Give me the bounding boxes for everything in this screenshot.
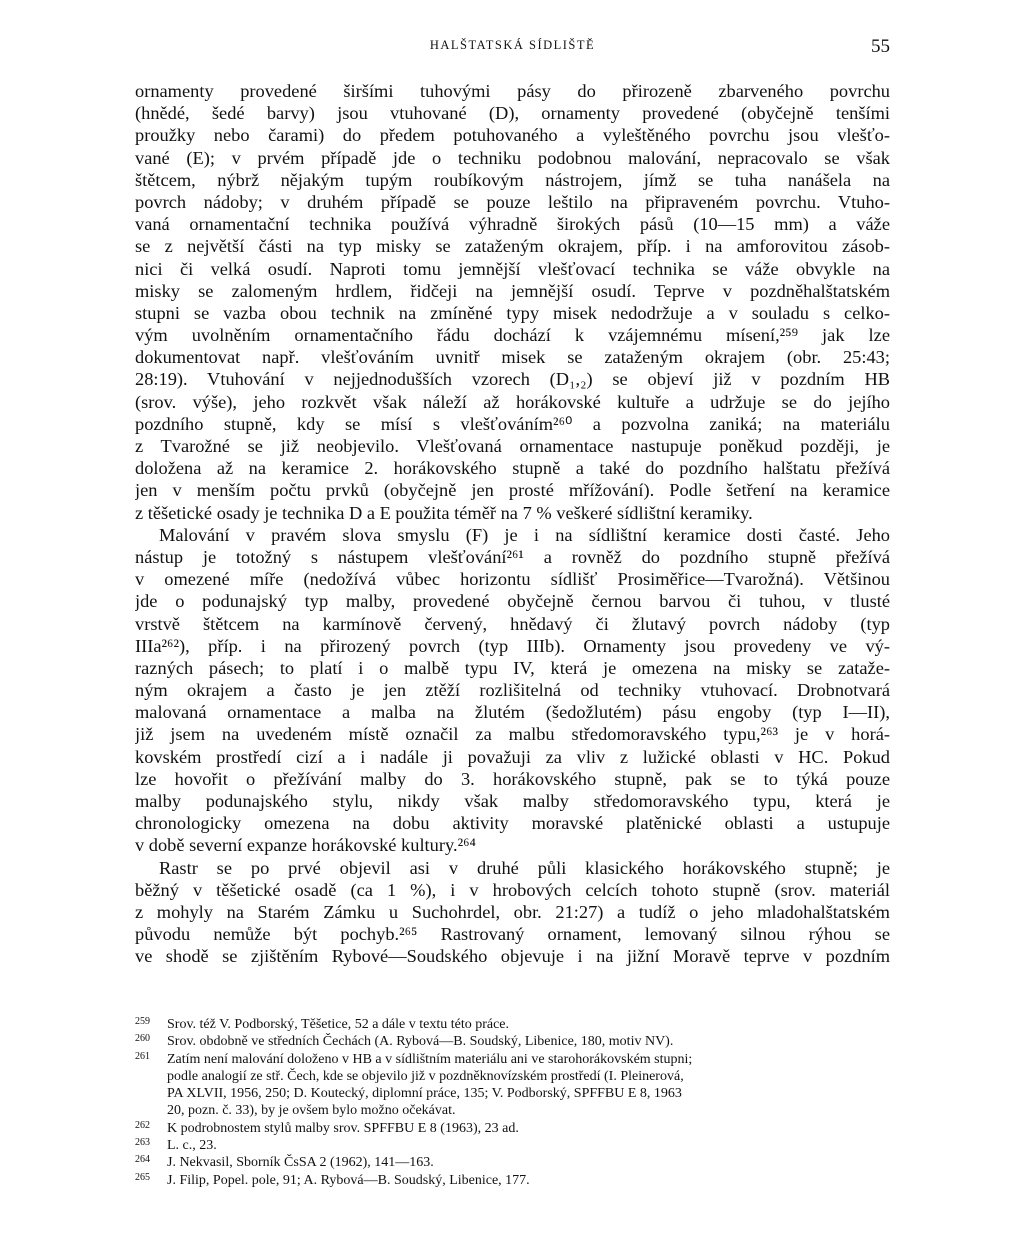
- text-line: štětcem, nýbrž nějakým tupým roubíkovým nástrojem, jímž se tuha nanášela na: [135, 169, 890, 190]
- text-line: vrstvě štětcem na karmínově červený, hnědavý či žlutavý povrch nádoby (typ: [135, 613, 890, 634]
- footnote-line: K podrobnostem stylů malby srov. SPFFBU E 8 (1963), 23 ad.: [167, 1120, 519, 1136]
- text-line: jen v menším počtu prvků (obyčejně jen prosté mřížování). Podle šetření na keramice: [135, 480, 890, 501]
- text-line: malovaná ornamentace a malba na žlutém (šedožlutém) pásu engoby (typ I—II),: [135, 702, 890, 723]
- text-line: z Tvarožné se již neobjevilo. Vlešťovaná ornamentace nastupuje poněkud později, je: [135, 436, 890, 456]
- footnote-line: podle analogií ze stř. Čech, kde se objevilo již v pozdněknovízském prostředí (I. Pleinerová,: [167, 1068, 684, 1084]
- footnote: [135, 1120, 890, 1137]
- text-line: z těšetické osady je technika D a E použita téměř na 7 % veškeré sídlištní keramiky.: [135, 502, 753, 523]
- footnote: [135, 1154, 890, 1171]
- footnote-number: 264: [135, 1154, 150, 1166]
- text-line: proužky nebo čarami) do předem potuhovaného a vyleštěného povrchu jsou vlešťo-: [135, 125, 890, 146]
- text-line: vaná ornamentační technika používá výhradně širokých pásů (10—15 mm) a váže: [135, 214, 890, 235]
- footnote: [135, 1137, 890, 1154]
- text-line: ným okrajem a často je jen ztěží rozlišitelná od techniky vtuhovací. Drobnotvará: [135, 680, 890, 701]
- footnote-number: 263: [135, 1137, 150, 1149]
- text-line: ve shodě se zjištěním Rybové—Soudského objevuje i na jižní Moravě teprve v pozdním: [135, 946, 890, 967]
- footnote-number: 265: [135, 1171, 150, 1183]
- text-line: (srov. výše), jeho rozkvět však náleží až horákovské kultuře a udržuje se do jejího: [135, 391, 890, 412]
- body-text: [135, 80, 890, 968]
- page-number: 55: [871, 36, 890, 57]
- footnote-number: 262: [135, 1119, 150, 1131]
- footnote-line: PA XLVII, 1956, 250; D. Koutecký, diplomní práce, 135; V. Podborský, SPFFBU E 8, 1963: [167, 1086, 682, 1102]
- text-line: původu nemůže být pochyb.²⁶⁵ Rastrovaný ornament, lemovaný silnou rýhou se: [135, 924, 890, 945]
- footnote-line: Zatím není malování doloženo v HB a v sídlištním materiálu ani ve starohorákovském stupni;: [167, 1051, 693, 1067]
- footnote-line: J. Nekvasil, Sborník ČsSA 2 (1962), 141—163.: [167, 1155, 434, 1171]
- footnote-line: L. c., 23.: [167, 1138, 217, 1154]
- footnote: [135, 1016, 890, 1033]
- text-line: stupni se vazba obou technik na zmíněné typy misek nedodržuje a v souladu s celko-: [135, 302, 890, 323]
- text-line: pozdního stupně, kdy se mísí s vlešťováním²⁶⁰ a pozvolna zaniká; na materiálu: [135, 413, 890, 434]
- text-line: 28:19). Vtuhování v nejjednodušších vzorech (D₁,₂) se objeví již v pozdním HB: [135, 369, 890, 390]
- footnote-line: Srov. obdobně ve středních Čechách (A. Rybová—B. Soudský, Libenice, 180, motiv NV).: [167, 1034, 674, 1050]
- footnote: [135, 1033, 890, 1050]
- text-line: v době severní expanze horákovské kultury.²⁶⁴: [135, 835, 476, 856]
- text-line: Malování v pravém slova smyslu (F) je i na sídlištní keramice dosti časté. Jeho: [159, 524, 890, 545]
- text-line: dokumentovat např. vlešťováním uvnitř misek se zataženým okrajem (obr. 25:43;: [135, 347, 890, 368]
- text-line: doložena až na keramice 2. horákovského stupně a také do pozdního halštatu přežívá: [135, 458, 890, 479]
- text-line: Rastr se po prvé objevil asi v druhé půli klasického horákovského stupně; je: [159, 857, 890, 878]
- footnote-line: Srov. též V. Podborský, Těšetice, 52 a dále v textu této práce.: [167, 1017, 510, 1032]
- text-line: z mohyly na Starém Zámku u Suchohrdel, obr. 21:27) a tudíž o jeho mladohalštatském: [135, 901, 890, 922]
- text-line: IIIa²⁶²), příp. i na přirozený povrch (typ IIIb). Ornamenty jsou provedeny ve vý-: [135, 635, 890, 656]
- footnotes: [135, 1016, 890, 1189]
- footnote: [135, 1172, 890, 1189]
- footnote-number: 259: [135, 1016, 150, 1027]
- text-line: lze hovořit o přežívání malby do 3. horákovského stupně, pak se to týká pouze: [135, 768, 890, 789]
- text-line: kovském prostředí cizí a i nadále ji považuji za vliv z lužické oblasti v HC. Pokud: [135, 746, 890, 767]
- text-line: vané (E); v prvém případě jde o techniku podobnou malování, nepracovalo se však: [135, 147, 890, 168]
- footnote: [135, 1051, 890, 1120]
- text-line: běžný v těšetické osadě (ca 1 %), i v hrobových celcích tohoto stupně (srov. materiál: [135, 879, 890, 900]
- text-line: vým uvolněním ornamentačního řádu dochází k vzájemnému mísení,²⁵⁹ jak lze: [135, 325, 890, 346]
- text-line: nici či velká osudí. Naproti tomu jemnější vlešťovací technika se váže obvykle na: [135, 258, 890, 279]
- text-line: nástup je totožný s nástupem vlešťování²⁶¹ a rovněž do pozdního stupně přežívá: [135, 546, 890, 567]
- text-line: misky se zalomeným hrdlem, řidčeji na jemnější osudí. Teprve v pozdněhalštatském: [135, 280, 890, 301]
- text-line: ornamenty provedené širšími tuhovými pásy do přirozeně zbarveného povrchu: [135, 81, 890, 101]
- text-line: malby podunajského stylu, nikdy však malby středomoravského typu, která je: [135, 791, 890, 811]
- text-line: (hnědé, šedé barvy) jsou vtuhované (D), ornamenty provedené (obyčejně tenšími: [135, 103, 890, 124]
- running-head: [135, 36, 890, 58]
- text-line: chronologicky omezena na dobu aktivity moravské platěnické oblasti a ustupuje: [135, 813, 890, 834]
- text-line: se z největší části na typ misky se zataženým okrajem, příp. i na amforovitou zásob-: [135, 236, 890, 257]
- footnote-number: 261: [135, 1050, 150, 1062]
- footnote-line: J. Filip, Popel. pole, 91; A. Rybová—B. Soudský, Libenice, 177.: [167, 1172, 530, 1188]
- text-line: již jsem na uvedeném místě označil za malbu středomoravského typu,²⁶³ je v horá-: [135, 724, 890, 745]
- text-line: jde o podunajský typ malby, provedené obyčejně černou barvou či tuhou, v tlusté: [135, 591, 890, 612]
- text-line: v omezené míře (nedožívá vůbec horizontu sídlišť Prosiměřice—Tvarožná). Většinou: [135, 569, 890, 590]
- footnote-number: 260: [135, 1033, 150, 1045]
- running-head-title: HALŠTATSKÁ SÍDLIŠTĚ: [429, 38, 596, 52]
- text-line: razných pásech; to platí i o malbě typu IV, která je omezena na misky se zatažе-: [135, 657, 890, 678]
- footnote-line: 20, pozn. č. 33), by je ovšem bylo možno očekávat.: [167, 1103, 456, 1119]
- text-line: povrch nádoby; v druhém případě se pouze leštilo na připraveném povrchu. Vtuho-: [135, 191, 890, 212]
